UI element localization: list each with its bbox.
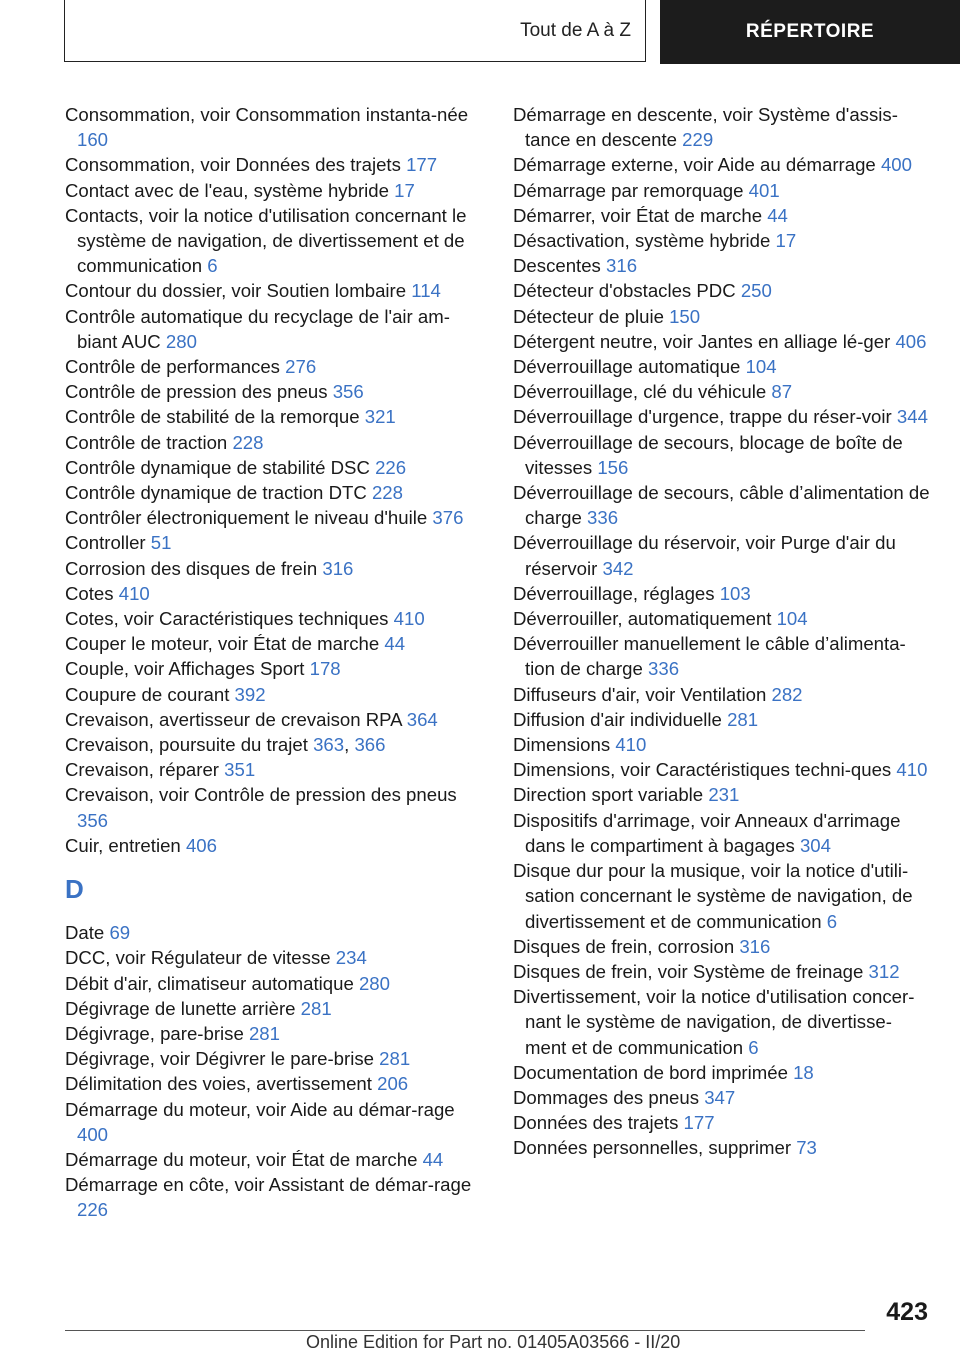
- index-entry-text: Coupure de courant: [65, 683, 230, 705]
- index-entry: [65, 354, 485, 379]
- index-entry: [513, 1085, 933, 1110]
- page-ref-link[interactable]: 336: [648, 658, 680, 680]
- index-entry-text: Couper le moteur, voir État de marche: [65, 633, 380, 655]
- index-entry: [513, 253, 933, 278]
- index-entry: [65, 480, 485, 505]
- index-entry-text: Déverrouillage de secours, câble d’alimentation de charge: [513, 482, 930, 529]
- index-entry: [65, 1046, 485, 1071]
- index-entry-text: Contrôle de stabilité de la remorque: [65, 406, 360, 428]
- index-entry: [513, 606, 933, 631]
- index-entry-text: Contrôle de performances: [65, 356, 280, 378]
- index-entry-text: Déverrouillage du réservoir, voir Purge d'air du réservoir: [513, 532, 896, 579]
- index-entry-text: Couple, voir Affichages Sport: [65, 658, 305, 680]
- page-ref-link[interactable]: 51: [150, 532, 172, 554]
- index-entry-text: Cotes: [65, 582, 114, 604]
- page-ref-link[interactable]: 316: [322, 557, 354, 579]
- index-entry: [513, 152, 933, 177]
- index-entry: [513, 707, 933, 732]
- index-list-d: [65, 920, 485, 1222]
- index-entry-text: Dimensions, voir Caractéristiques techni-ques: [513, 759, 892, 781]
- page-ref-link[interactable]: 104: [776, 608, 808, 630]
- index-entry-text: Cotes, voir Caractéristiques techniques: [65, 608, 389, 630]
- section-tab[interactable]: Tout de A à Z: [64, 0, 646, 62]
- index-entry: [65, 971, 485, 996]
- page-ref-link[interactable]: 229: [682, 129, 714, 151]
- page-ref-link[interactable]: 392: [234, 683, 266, 705]
- index-entry-text: Descentes: [513, 255, 601, 277]
- index-entry-text: Débit d'air, climatiseur automatique: [65, 972, 354, 994]
- index-entry-text: Divertissement, voir la notice d'utilisation concer-nant le système de navigation, de divertisse-ment et de communication: [513, 986, 915, 1058]
- page-ref-link[interactable]: 281: [727, 708, 759, 730]
- footer-edition: Online Edition for Part no. 01405A03566 - II/20: [306, 1332, 681, 1352]
- chapter-tab[interactable]: RÉPERTOIRE: [660, 0, 960, 64]
- index-entry-text: Consommation, voir Consommation instanta-née: [65, 104, 469, 125]
- page-ref-link[interactable]: 87: [771, 381, 793, 403]
- index-column-right: [513, 102, 933, 1161]
- index-entry: [65, 430, 485, 455]
- index-entry-text: Déverrouillage, clé du véhicule: [513, 381, 767, 403]
- index-entry: [65, 530, 485, 555]
- index-entry-text: Crevaison, réparer: [65, 759, 219, 781]
- index-entry-text: Crevaison, poursuite du trajet: [65, 734, 308, 756]
- index-entry: [65, 920, 485, 945]
- page-ref-link[interactable]: 18: [793, 1061, 814, 1083]
- index-entry: [513, 858, 933, 934]
- index-entry-text: Dégivrage, pare-brise: [65, 1022, 244, 1044]
- index-list-c: [65, 102, 485, 858]
- index-entry: [65, 757, 485, 782]
- page-ref-link[interactable]: 177: [683, 1112, 715, 1134]
- index-entry: Crevaison, poursuite du trajet 363, 366: [65, 734, 386, 756]
- index-entry: [513, 379, 933, 404]
- page-ref-link[interactable]: 410: [615, 734, 647, 756]
- index-entry-text: Crevaison, voir Contrôle de pression des pneus: [65, 784, 457, 806]
- index-entry: [513, 1135, 933, 1160]
- footer-divider: [65, 1330, 865, 1331]
- page-header: [64, 0, 960, 64]
- index-entry-text: Contour du dossier, voir Soutien lombaire: [65, 280, 407, 302]
- page-ref-link[interactable]: 410: [118, 582, 150, 604]
- index-entry: [65, 178, 485, 203]
- page-ref-link[interactable]: 376: [432, 507, 464, 529]
- index-entry-text: Détecteur d'obstacles PDC: [513, 280, 736, 302]
- page-ref-link[interactable]: 342: [602, 557, 634, 579]
- index-entry-text: Crevaison, avertisseur de crevaison RPA: [65, 708, 402, 730]
- index-entry: [513, 581, 933, 606]
- page-ref-link[interactable]: 406: [185, 834, 217, 856]
- page-ref-link[interactable]: 160: [77, 129, 109, 151]
- index-entry-text: Dégivrage, voir Dégivrer le pare-brise: [65, 1048, 374, 1070]
- page-ref-link[interactable]: 250: [740, 280, 772, 302]
- index-entry: [65, 278, 485, 303]
- page-ref-link[interactable]: 228: [232, 431, 264, 453]
- index-entry-text: Documentation de bord imprimée: [513, 1061, 788, 1083]
- index-entry-text: Contrôle automatique du recyclage de l'air am-biant AUC: [65, 305, 450, 352]
- page-ref-link[interactable]: 356: [332, 381, 364, 403]
- index-entry: [513, 480, 933, 530]
- page-ref-link[interactable]: 400: [880, 154, 912, 176]
- page-ref-link[interactable]: 114: [411, 280, 441, 302]
- index-entry-text: Déverrouillage, réglages: [513, 582, 715, 604]
- index-entry-text: Déverrouiller manuellement le câble d’alimenta-tion de charge: [513, 633, 906, 680]
- index-entry-text: Détecteur de pluie: [513, 305, 664, 327]
- index-entry: [65, 833, 485, 858]
- page-ref-link[interactable]: 206: [377, 1073, 409, 1095]
- index-entry-text: Dommages des pneus: [513, 1086, 700, 1108]
- page-ref-link[interactable]: 17: [775, 230, 797, 252]
- page-ref-link[interactable]: 6: [826, 910, 838, 932]
- index-entry: [65, 606, 485, 631]
- page-ref-link[interactable]: 226: [77, 1199, 109, 1221]
- index-entry-text: Dimensions: [513, 734, 611, 756]
- index-entry-text: Démarrage en côte, voir Assistant de démar-rage: [65, 1174, 472, 1196]
- index-entry-text: Démarrage du moteur, voir État de marche: [65, 1148, 418, 1170]
- page-ref-link[interactable]: 336: [587, 507, 619, 529]
- index-entry-text: Contrôler électroniquement le niveau d'huile: [65, 507, 428, 529]
- index-entry: [65, 102, 485, 152]
- index-entry-text: Corrosion des disques de frein: [65, 557, 318, 579]
- index-entry: [513, 329, 933, 354]
- index-entry: [65, 631, 485, 656]
- index-entry: [65, 656, 485, 681]
- page-ref-link[interactable]: 276: [285, 356, 317, 378]
- index-entry: [65, 304, 485, 354]
- index-entry-text: Contact avec de l'eau, système hybride: [65, 179, 389, 201]
- page-ref-link[interactable]: 280: [358, 972, 390, 994]
- index-entry: [513, 959, 933, 984]
- index-entry-text: Contacts, voir la notice d'utilisation concernant le système de navigation, de divertissement et de communication: [65, 204, 467, 277]
- page-ref-link[interactable]: 344: [896, 406, 928, 428]
- page-ref-link[interactable]: 363: [313, 734, 345, 756]
- index-entry-text: Démarrage externe, voir Aide au démarrage: [513, 154, 876, 176]
- index-entry-text: Déverrouillage automatique: [513, 356, 741, 378]
- page-ref-link[interactable]: 69: [109, 922, 131, 944]
- page-ref-link[interactable]: 364: [406, 708, 438, 730]
- index-entry-text: Disques de frein, voir Système de freinage: [513, 960, 864, 982]
- index-entry: [65, 203, 485, 279]
- index-entry: [65, 945, 485, 970]
- index-entry-text: Controller: [65, 532, 146, 554]
- index-entry: [513, 178, 933, 203]
- page-ref-link[interactable]: 366: [354, 734, 386, 756]
- index-entry-text: Démarrage par remorquage: [513, 179, 744, 201]
- index-entry-text: Diffusion d'air individuelle: [513, 708, 722, 730]
- page-ref-link[interactable]: 6: [748, 1036, 759, 1058]
- page-ref-link[interactable]: 356: [77, 809, 109, 831]
- index-entry: [65, 1071, 485, 1096]
- page-ref-link[interactable]: 347: [704, 1086, 736, 1108]
- page-ref-link[interactable]: 401: [748, 179, 780, 201]
- index-entry-text: Contrôle de pression des pneus: [65, 381, 328, 403]
- page-ref-link[interactable]: 177: [406, 154, 438, 176]
- index-entry: [513, 102, 933, 152]
- index-entry: [65, 1147, 485, 1172]
- index-entry: [513, 530, 933, 580]
- page-ref-link[interactable]: 406: [895, 330, 927, 352]
- index-entry: [513, 757, 933, 782]
- section-letter: D: [65, 874, 84, 905]
- index-entry-text: Contrôle de traction: [65, 431, 228, 453]
- index-entry-text: Dégivrage de lunette arrière: [65, 997, 296, 1019]
- index-entry: [513, 1110, 933, 1135]
- index-entry-text: Démarrage du moteur, voir Aide au démar-rage: [65, 1098, 455, 1120]
- index-entry: [65, 455, 485, 480]
- index-column-left: [65, 102, 485, 1223]
- index-entry-text: Démarrer, voir État de marche: [513, 204, 763, 226]
- page-number: 423: [886, 1298, 928, 1326]
- page-ref-link[interactable]: 150: [669, 305, 701, 327]
- index-entry: [65, 782, 485, 832]
- index-entry-text: Contrôle dynamique de traction DTC: [65, 482, 367, 504]
- index-list-d-continued: [513, 102, 933, 1161]
- index-entry-text: Démarrage en descente, voir Système d'assis-tance en descente: [513, 104, 898, 151]
- index-entry-text: Données des trajets: [513, 1112, 679, 1134]
- index-entry: [513, 404, 933, 429]
- index-entry-text: Date: [65, 922, 105, 944]
- index-entry: [65, 996, 485, 1021]
- index-entry-text: Diffuseurs d'air, voir Ventilation: [513, 683, 767, 705]
- page-ref-link[interactable]: 280: [165, 330, 197, 352]
- index-entry: [65, 404, 485, 429]
- index-entry: [65, 379, 485, 404]
- page-ref-link[interactable]: 103: [719, 582, 751, 604]
- page-ref-link[interactable]: 281: [300, 997, 332, 1019]
- index-entry: [65, 707, 485, 732]
- index-entry: [513, 631, 933, 681]
- index-entry: [513, 808, 933, 858]
- page-ref-link[interactable]: 226: [375, 456, 407, 478]
- page-ref-link[interactable]: 44: [422, 1148, 444, 1170]
- index-entry-text: Déverrouiller, automatiquement: [513, 608, 772, 630]
- index-entry: [513, 732, 933, 757]
- index-entry-text: Disque dur pour la musique, voir la notice d'utili-sation concernant le système de navigation, de divertissement et de communication: [513, 860, 913, 932]
- page-ref-link[interactable]: 281: [379, 1048, 411, 1070]
- index-entry: [65, 581, 485, 606]
- page-ref-link[interactable]: 44: [767, 204, 788, 226]
- index-entry-text: Cuir, entretien: [65, 834, 181, 856]
- page-ref-link[interactable]: 316: [606, 255, 638, 277]
- index-entry: [513, 304, 933, 329]
- index-entry-text: Déverrouillage de secours, blocage de boîte de vitesses: [513, 431, 903, 478]
- index-entry-text: Dispositifs d'arrimage, voir Anneaux d'arrimage dans le compartiment à bagages: [513, 809, 901, 856]
- index-entry: [65, 682, 485, 707]
- index-entry: [513, 682, 933, 707]
- index-entry-text: Délimitation des voies, avertissement: [65, 1073, 372, 1095]
- page-ref-link[interactable]: 410: [896, 759, 928, 781]
- page-ref-link[interactable]: 400: [77, 1123, 109, 1145]
- index-entry: [513, 278, 933, 303]
- page-ref-link[interactable]: 44: [384, 633, 406, 655]
- index-entry: [513, 430, 933, 480]
- index-entry-text: Direction sport variable: [513, 784, 704, 806]
- index-entry: [513, 354, 933, 379]
- index-entry-text: DCC, voir Régulateur de vitesse: [65, 947, 331, 969]
- page-ref-link[interactable]: 17: [394, 179, 415, 201]
- index-entry: [65, 1172, 485, 1222]
- index-entry: [513, 228, 933, 253]
- index-entry: [513, 984, 933, 1060]
- index-entry-text: Contrôle dynamique de stabilité DSC: [65, 456, 370, 478]
- index-entry-text: Consommation, voir Données des trajets: [65, 154, 401, 176]
- index-entry: [513, 934, 933, 959]
- page-ref-link[interactable]: 304: [799, 834, 831, 856]
- index-entry: [65, 505, 485, 530]
- page-ref-link[interactable]: 282: [771, 683, 803, 705]
- page-ref-link[interactable]: 234: [335, 947, 367, 969]
- page-ref-link[interactable]: 410: [393, 608, 425, 630]
- index-entry-text: Désactivation, système hybride: [513, 230, 771, 252]
- page-ref-link[interactable]: 6: [207, 255, 218, 277]
- page-ref-link[interactable]: 281: [248, 1022, 280, 1044]
- index-entry: [65, 556, 485, 581]
- page-ref-link[interactable]: 104: [745, 356, 777, 378]
- index-entry: [513, 1060, 933, 1085]
- index-entry: [513, 782, 933, 807]
- index-entry-text: Détergent neutre, voir Jantes en alliage lé-ger: [513, 330, 891, 352]
- index-entry-text: Données personnelles, supprimer: [513, 1137, 792, 1159]
- page-ref-link[interactable]: 178: [309, 658, 341, 680]
- index-entry: [513, 203, 933, 228]
- page-ref-link[interactable]: 228: [371, 482, 403, 504]
- page-ref-link[interactable]: 321: [364, 406, 396, 428]
- page-ref-link[interactable]: 316: [739, 935, 771, 957]
- index-entry: [65, 1021, 485, 1046]
- page-ref-link[interactable]: 231: [708, 784, 740, 806]
- page-ref-link[interactable]: 73: [796, 1137, 817, 1159]
- page-ref-link[interactable]: 351: [224, 759, 256, 781]
- index-entry-text: Déverrouillage d'urgence, trappe du réser-voir: [513, 406, 892, 428]
- index-entry-text: Disques de frein, corrosion: [513, 935, 735, 957]
- page-ref-link[interactable]: 156: [597, 456, 629, 478]
- index-entry: [65, 152, 485, 177]
- page-ref-link[interactable]: 312: [868, 960, 900, 982]
- index-entry: [65, 1097, 485, 1147]
